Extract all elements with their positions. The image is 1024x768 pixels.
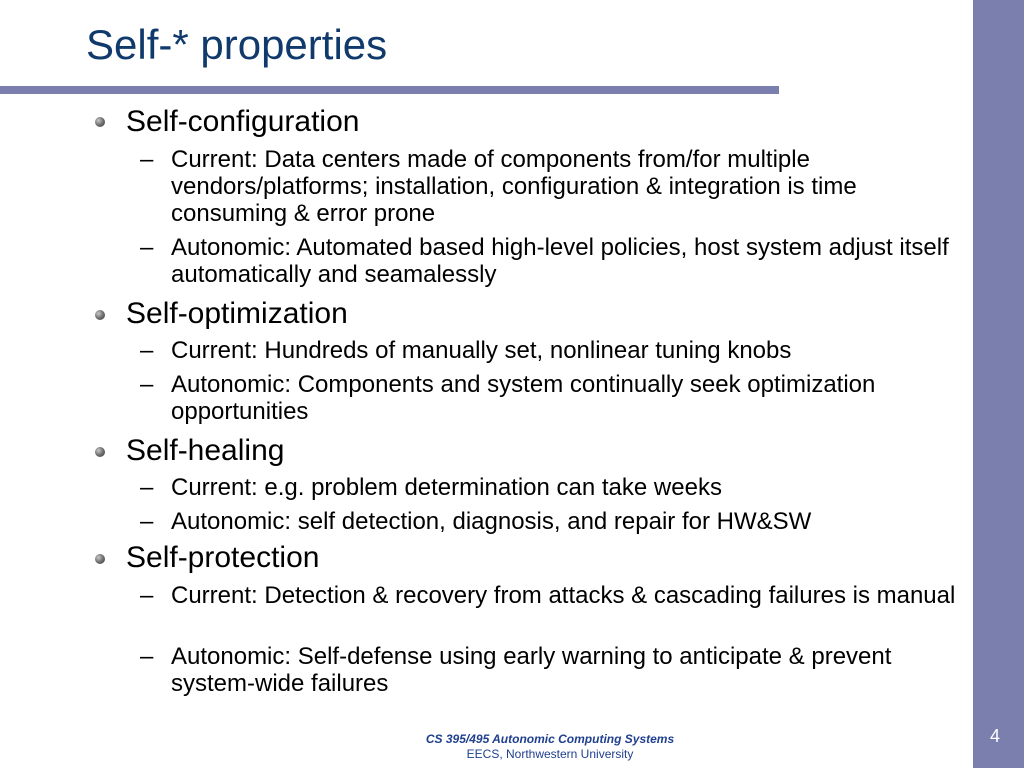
bullet-self-optimization: Self-optimization — [126, 297, 348, 330]
sub-bullet-autonomic: Autonomic: Automated based high-level policies, host system adjust itself automatically and seamalessly — [171, 234, 949, 288]
slide-footer — [400, 732, 700, 762]
dash-icon: – — [140, 508, 154, 535]
sub-bullet-current: Current: e.g. problem determination can take weeks — [171, 474, 722, 501]
bullet-self-healing: Self-healing — [126, 434, 285, 467]
dash-icon: – — [140, 371, 154, 398]
bullet-icon — [95, 554, 105, 564]
bullet-icon — [95, 117, 105, 127]
slide-title: Self-* properties — [86, 21, 388, 68]
title-underline-bar — [0, 86, 779, 94]
dash-icon: – — [140, 234, 154, 261]
bullet-icon — [95, 447, 105, 457]
sub-bullet-current: Current: Data centers made of components from/for multiple vendors/platforms; installation, configuration & integration is time consuming & error prone — [171, 146, 857, 227]
dash-icon: – — [140, 582, 154, 609]
dash-icon: – — [140, 643, 154, 670]
sub-bullet-current: Current: Hundreds of manually set, nonlinear tuning knobs — [171, 337, 792, 364]
dash-icon: – — [140, 474, 154, 501]
footer-course: CS 395/495 Autonomic Computing Systems — [425, 732, 675, 746]
dash-icon: – — [140, 337, 154, 364]
dash-icon: – — [140, 146, 154, 173]
right-accent-band — [973, 0, 1024, 768]
page-number: 4 — [990, 726, 1001, 746]
sub-bullet-autonomic: Autonomic: Components and system continually seek optimization opportunities — [171, 371, 876, 425]
bullet-icon — [95, 310, 105, 320]
bullet-self-configuration: Self-configuration — [126, 105, 360, 138]
sub-bullet-autonomic: Autonomic: self detection, diagnosis, and repair for HW&SW — [171, 508, 812, 535]
footer-institution: EECS, Northwestern University — [466, 747, 634, 761]
sub-bullet-current: Current: Detection & recovery from attacks & cascading failures is manual — [171, 582, 956, 609]
sub-bullet-autonomic: Autonomic: Self-defense using early warning to anticipate & prevent system-wide failures — [171, 643, 892, 697]
bullet-self-protection: Self-protection — [126, 541, 320, 574]
